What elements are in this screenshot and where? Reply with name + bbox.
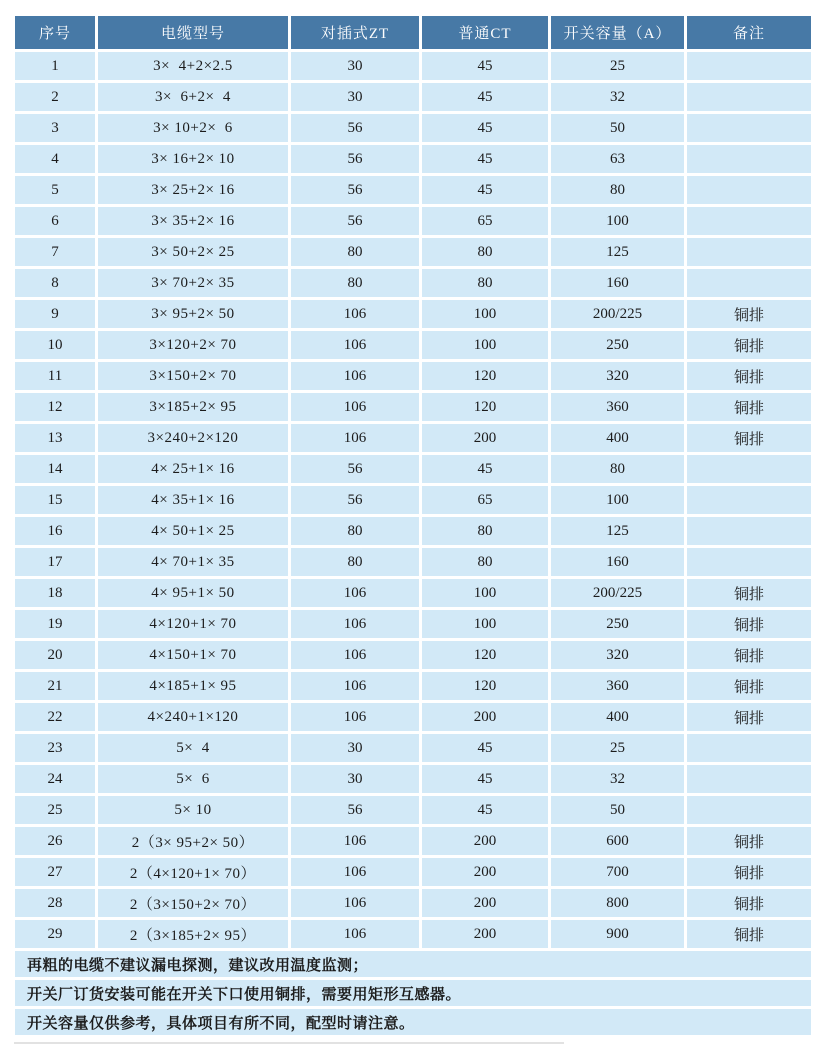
cell-remark: 铜排 — [687, 889, 811, 917]
note-row — [15, 951, 811, 977]
cell-switch-capacity: 250 — [551, 331, 684, 359]
cell-normal-ct: 100 — [422, 610, 548, 638]
table-row — [15, 145, 811, 173]
cell-plugin-zt: 80 — [291, 238, 419, 266]
table-row — [15, 424, 811, 452]
cell-switch-capacity: 320 — [551, 641, 684, 669]
cell-switch-capacity: 125 — [551, 238, 684, 266]
cell-normal-ct: 120 — [422, 362, 548, 390]
cell-cable-model: 4× 50+1× 25 — [98, 517, 288, 545]
cell-cable-model: 3× 50+2× 25 — [98, 238, 288, 266]
cell-plugin-zt: 106 — [291, 300, 419, 328]
cell-remark: 铜排 — [687, 362, 811, 390]
header-row — [15, 16, 811, 49]
note-text: 开关厂订货安装可能在开关下口使用铜排，需要用矩形互感器。 — [15, 980, 811, 1006]
cell-switch-capacity: 800 — [551, 889, 684, 917]
table-row — [15, 486, 811, 514]
cell-plugin-zt: 106 — [291, 641, 419, 669]
cell-index: 19 — [15, 610, 95, 638]
column-header-ct: 普通CT — [422, 16, 548, 49]
cell-cable-model: 3×240+2×120 — [98, 424, 288, 452]
cell-plugin-zt: 56 — [291, 486, 419, 514]
cell-index: 26 — [15, 827, 95, 855]
cell-plugin-zt: 106 — [291, 362, 419, 390]
cell-cable-model: 3× 16+2× 10 — [98, 145, 288, 173]
column-header-zt: 对插式ZT — [291, 16, 419, 49]
cell-cable-model: 3× 95+2× 50 — [98, 300, 288, 328]
cell-normal-ct: 45 — [422, 765, 548, 793]
cell-plugin-zt: 80 — [291, 269, 419, 297]
cell-index: 16 — [15, 517, 95, 545]
cell-remark — [687, 548, 811, 576]
cell-cable-model: 3×120+2× 70 — [98, 331, 288, 359]
cell-switch-capacity: 160 — [551, 548, 684, 576]
cell-index: 25 — [15, 796, 95, 824]
bottom-shadow-line — [14, 1042, 564, 1044]
cell-remark — [687, 517, 811, 545]
cell-plugin-zt: 106 — [291, 672, 419, 700]
note-row — [15, 1009, 811, 1035]
cell-cable-model: 4× 25+1× 16 — [98, 455, 288, 483]
column-header-index: 序号 — [15, 16, 95, 49]
table-row — [15, 83, 811, 111]
table-row — [15, 393, 811, 421]
cell-normal-ct: 80 — [422, 548, 548, 576]
table-row — [15, 858, 811, 886]
cell-plugin-zt: 106 — [291, 703, 419, 731]
table-row — [15, 548, 811, 576]
cell-normal-ct: 80 — [422, 517, 548, 545]
cell-remark — [687, 83, 811, 111]
cell-cable-model: 3×185+2× 95 — [98, 393, 288, 421]
cell-cable-model: 5× 4 — [98, 734, 288, 762]
note-row — [15, 980, 811, 1006]
cell-switch-capacity: 125 — [551, 517, 684, 545]
cell-normal-ct: 65 — [422, 207, 548, 235]
cell-cable-model: 2（3× 95+2× 50） — [98, 827, 288, 855]
cell-plugin-zt: 106 — [291, 858, 419, 886]
cell-normal-ct: 45 — [422, 176, 548, 204]
table-row — [15, 517, 811, 545]
cell-index: 1 — [15, 52, 95, 80]
cell-switch-capacity: 700 — [551, 858, 684, 886]
cell-remark — [687, 796, 811, 824]
table-row — [15, 920, 811, 948]
cell-plugin-zt: 56 — [291, 207, 419, 235]
cell-cable-model: 5× 6 — [98, 765, 288, 793]
cell-index: 22 — [15, 703, 95, 731]
note-text: 开关容量仅供参考，具体项目有所不同，配型时请注意。 — [15, 1009, 811, 1035]
cell-index: 7 — [15, 238, 95, 266]
cell-cable-model: 4× 35+1× 16 — [98, 486, 288, 514]
cell-normal-ct: 65 — [422, 486, 548, 514]
cell-index: 3 — [15, 114, 95, 142]
column-header-model: 电缆型号 — [98, 16, 288, 49]
cell-switch-capacity: 400 — [551, 424, 684, 452]
cell-index: 28 — [15, 889, 95, 917]
cell-remark: 铜排 — [687, 641, 811, 669]
cell-normal-ct: 45 — [422, 145, 548, 173]
column-header-remark: 备注 — [687, 16, 811, 49]
cell-normal-ct: 80 — [422, 269, 548, 297]
table-row — [15, 796, 811, 824]
cell-index: 27 — [15, 858, 95, 886]
cell-cable-model: 4×150+1× 70 — [98, 641, 288, 669]
cell-plugin-zt: 106 — [291, 393, 419, 421]
table-row — [15, 331, 811, 359]
cell-plugin-zt: 106 — [291, 579, 419, 607]
cell-normal-ct: 200 — [422, 889, 548, 917]
cell-index: 5 — [15, 176, 95, 204]
cell-cable-model: 3× 35+2× 16 — [98, 207, 288, 235]
cell-plugin-zt: 56 — [291, 114, 419, 142]
cell-remark: 铜排 — [687, 610, 811, 638]
cell-switch-capacity: 600 — [551, 827, 684, 855]
cell-plugin-zt: 56 — [291, 796, 419, 824]
cell-switch-capacity: 360 — [551, 393, 684, 421]
cell-plugin-zt: 106 — [291, 331, 419, 359]
cell-remark: 铜排 — [687, 424, 811, 452]
table-row — [15, 238, 811, 266]
cell-plugin-zt: 80 — [291, 548, 419, 576]
cell-cable-model: 4×120+1× 70 — [98, 610, 288, 638]
cell-switch-capacity: 100 — [551, 207, 684, 235]
cell-switch-capacity: 400 — [551, 703, 684, 731]
cell-normal-ct: 100 — [422, 300, 548, 328]
cell-normal-ct: 45 — [422, 796, 548, 824]
cell-normal-ct: 120 — [422, 393, 548, 421]
cell-remark — [687, 269, 811, 297]
cell-plugin-zt: 30 — [291, 734, 419, 762]
cell-index: 12 — [15, 393, 95, 421]
cell-normal-ct: 45 — [422, 83, 548, 111]
cell-plugin-zt: 30 — [291, 52, 419, 80]
cell-index: 9 — [15, 300, 95, 328]
table-row — [15, 52, 811, 80]
cell-cable-model: 3× 10+2× 6 — [98, 114, 288, 142]
table-row — [15, 579, 811, 607]
cell-normal-ct: 100 — [422, 579, 548, 607]
cell-normal-ct: 200 — [422, 858, 548, 886]
cell-remark — [687, 765, 811, 793]
cell-index: 15 — [15, 486, 95, 514]
table-row — [15, 362, 811, 390]
cell-switch-capacity: 63 — [551, 145, 684, 173]
cell-cable-model: 4× 70+1× 35 — [98, 548, 288, 576]
note-text: 再粗的电缆不建议漏电探测，建议改用温度监测； — [15, 951, 811, 977]
table-row — [15, 765, 811, 793]
cell-remark — [687, 145, 811, 173]
table-row — [15, 889, 811, 917]
cell-cable-model: 2（3×150+2× 70） — [98, 889, 288, 917]
cell-cable-model: 5× 10 — [98, 796, 288, 824]
table-row — [15, 300, 811, 328]
cell-plugin-zt: 30 — [291, 765, 419, 793]
cell-remark: 铜排 — [687, 579, 811, 607]
cell-index: 17 — [15, 548, 95, 576]
cell-index: 6 — [15, 207, 95, 235]
table-row — [15, 672, 811, 700]
cell-index: 14 — [15, 455, 95, 483]
cell-switch-capacity: 50 — [551, 796, 684, 824]
cell-switch-capacity: 360 — [551, 672, 684, 700]
cell-cable-model: 4× 95+1× 50 — [98, 579, 288, 607]
cell-normal-ct: 120 — [422, 641, 548, 669]
cell-remark: 铜排 — [687, 858, 811, 886]
cell-index: 29 — [15, 920, 95, 948]
cell-switch-capacity: 80 — [551, 455, 684, 483]
cell-switch-capacity: 80 — [551, 176, 684, 204]
table-row — [15, 827, 811, 855]
cell-switch-capacity: 25 — [551, 734, 684, 762]
cell-plugin-zt: 56 — [291, 455, 419, 483]
table-row — [15, 269, 811, 297]
cell-index: 20 — [15, 641, 95, 669]
cell-switch-capacity: 160 — [551, 269, 684, 297]
cell-index: 23 — [15, 734, 95, 762]
column-header-capacity: 开关容量（A） — [551, 16, 684, 49]
cell-normal-ct: 45 — [422, 52, 548, 80]
cell-remark: 铜排 — [687, 331, 811, 359]
cell-plugin-zt: 56 — [291, 176, 419, 204]
cell-plugin-zt: 106 — [291, 610, 419, 638]
cell-plugin-zt: 106 — [291, 920, 419, 948]
cell-normal-ct: 200 — [422, 920, 548, 948]
cell-index: 11 — [15, 362, 95, 390]
cell-normal-ct: 200 — [422, 703, 548, 731]
cell-normal-ct: 45 — [422, 114, 548, 142]
cable-ct-selection-table — [12, 13, 814, 1038]
cell-cable-model: 2（3×185+2× 95） — [98, 920, 288, 948]
cell-remark: 铜排 — [687, 920, 811, 948]
cell-switch-capacity: 200/225 — [551, 300, 684, 328]
cell-remark: 铜排 — [687, 672, 811, 700]
cell-normal-ct: 45 — [422, 734, 548, 762]
cell-cable-model: 3× 70+2× 35 — [98, 269, 288, 297]
cell-cable-model: 3×150+2× 70 — [98, 362, 288, 390]
cell-normal-ct: 100 — [422, 331, 548, 359]
cell-normal-ct: 45 — [422, 455, 548, 483]
cell-cable-model: 2（4×120+1× 70） — [98, 858, 288, 886]
cell-remark: 铜排 — [687, 703, 811, 731]
table-row — [15, 703, 811, 731]
cell-remark — [687, 52, 811, 80]
cell-remark — [687, 734, 811, 762]
cell-index: 24 — [15, 765, 95, 793]
cell-switch-capacity: 200/225 — [551, 579, 684, 607]
cell-plugin-zt: 106 — [291, 424, 419, 452]
cell-switch-capacity: 100 — [551, 486, 684, 514]
cell-plugin-zt: 56 — [291, 145, 419, 173]
cell-cable-model: 4×185+1× 95 — [98, 672, 288, 700]
cell-remark — [687, 238, 811, 266]
cell-remark — [687, 176, 811, 204]
cell-remark: 铜排 — [687, 393, 811, 421]
cell-plugin-zt: 80 — [291, 517, 419, 545]
table-row — [15, 176, 811, 204]
cell-switch-capacity: 50 — [551, 114, 684, 142]
cell-plugin-zt: 106 — [291, 889, 419, 917]
cell-remark: 铜排 — [687, 300, 811, 328]
cell-switch-capacity: 900 — [551, 920, 684, 948]
table-row — [15, 207, 811, 235]
cell-switch-capacity: 25 — [551, 52, 684, 80]
cell-switch-capacity: 320 — [551, 362, 684, 390]
cell-index: 21 — [15, 672, 95, 700]
cell-index: 18 — [15, 579, 95, 607]
cell-index: 10 — [15, 331, 95, 359]
cell-switch-capacity: 250 — [551, 610, 684, 638]
cell-cable-model: 4×240+1×120 — [98, 703, 288, 731]
cell-remark: 铜排 — [687, 827, 811, 855]
cell-normal-ct: 200 — [422, 827, 548, 855]
cell-cable-model: 3× 4+2×2.5 — [98, 52, 288, 80]
cell-switch-capacity: 32 — [551, 765, 684, 793]
cell-plugin-zt: 30 — [291, 83, 419, 111]
cell-normal-ct: 200 — [422, 424, 548, 452]
cell-index: 13 — [15, 424, 95, 452]
cell-normal-ct: 80 — [422, 238, 548, 266]
cell-remark — [687, 455, 811, 483]
table-row — [15, 610, 811, 638]
table-row — [15, 114, 811, 142]
cell-index: 8 — [15, 269, 95, 297]
cell-plugin-zt: 106 — [291, 827, 419, 855]
cell-remark — [687, 114, 811, 142]
cell-index: 2 — [15, 83, 95, 111]
cell-normal-ct: 120 — [422, 672, 548, 700]
table-row — [15, 734, 811, 762]
table-row — [15, 641, 811, 669]
cell-remark — [687, 207, 811, 235]
table-row — [15, 455, 811, 483]
cell-remark — [687, 486, 811, 514]
cell-index: 4 — [15, 145, 95, 173]
cell-switch-capacity: 32 — [551, 83, 684, 111]
cell-cable-model: 3× 25+2× 16 — [98, 176, 288, 204]
cell-cable-model: 3× 6+2× 4 — [98, 83, 288, 111]
